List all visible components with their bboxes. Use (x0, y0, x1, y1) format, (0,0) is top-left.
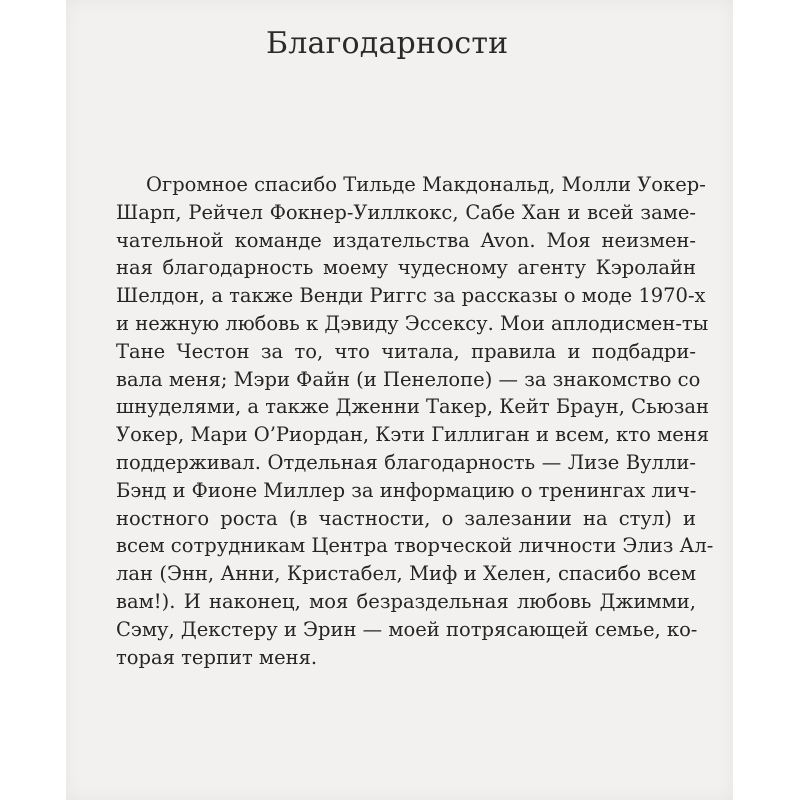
text-line: шнуделями, а также Дженни Такер, Кейт Браун, Сьюзан (116, 395, 709, 419)
text-line: ностного роста (в частности, о залезании на стул) и (116, 506, 696, 530)
text-line: вала меня; Мэри Файн (и Пенелопе) — за знакомство со (116, 367, 701, 391)
text-line: лан (Энн, Анни, Кристабел, Миф и Хелен, спасибо всем (116, 562, 696, 586)
acknowledgements-text (116, 171, 714, 671)
text-line: ная благодарность моему чудесному агенту Кэролайн (116, 256, 696, 280)
text-line: всем сотрудникам Центра творческой личности Элиз Ал- (116, 534, 714, 558)
text-line: вам!). И наконец, моя безраздельная любовь Джимми, (116, 589, 696, 613)
text-line: Шелдон, а также Венди Риггс за рассказы о моде 1970-х (116, 284, 706, 308)
text-line: Огромное спасибо Тильде Макдональд, Молли Уокер- (146, 173, 706, 196)
text-line: и нежную любовь к Дэвиду Эссексу. Мои аплодисмен-ты (116, 311, 709, 335)
text-line: торая терпит меня. (116, 645, 318, 669)
text-line: Сэму, Декстеру и Эрин — моей потрясающей семье, ко- (116, 617, 698, 641)
text-line: Уокер, Мари О’Риордан, Кэти Гиллиган и всем, кто меня (116, 423, 710, 447)
text-line: Шарп, Рейчел Фокнер-Уиллкокс, Сабе Хан и всей заме- (116, 200, 696, 224)
text-line: чательной команде издательства Avon. Моя неизмен- (116, 228, 696, 252)
book-page (66, 0, 733, 800)
text-line: поддерживал. Отдельная благодарность — Лизе Вулли- (116, 450, 696, 474)
text-line: Тане Честон за то, что читала, правила и подбадри- (116, 339, 696, 363)
text-line: Бэнд и Фионе Миллер за информацию о тренингах лич- (116, 478, 697, 502)
page-title: Благодарности (266, 26, 509, 61)
